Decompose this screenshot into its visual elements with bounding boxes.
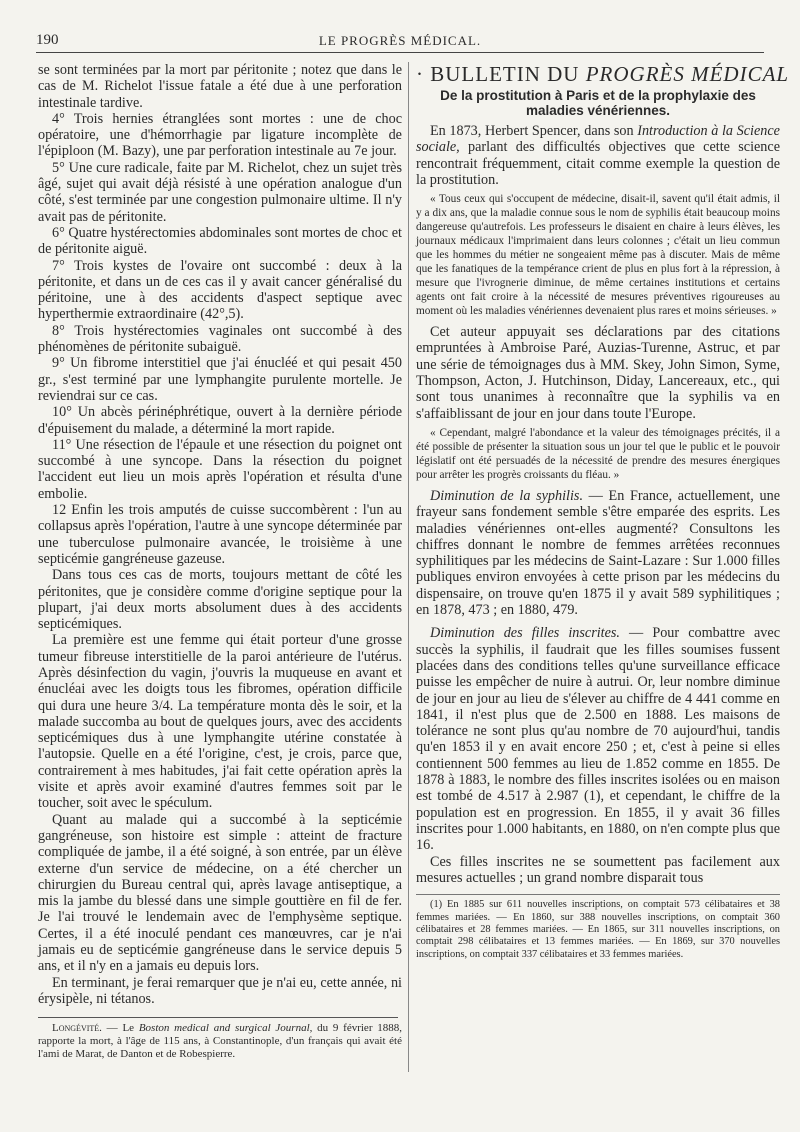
longevite-label: Longévité.	[52, 1022, 102, 1035]
longevite-note	[38, 1022, 402, 1061]
paragraph: 9° Un fibrome interstitiel que j'ai énucléé et qui pesait 450 gr., s'est terminé par une lymphangite purulente mortelle. Je reviendrai sur ce cas.	[38, 355, 402, 404]
section-filles	[416, 625, 780, 853]
section-text: — En France, actuellement, une frayeur sans fondement semble s'être emparée des esprits. Les maladies vénériennes ont-elles augmenté? Consultons les chiffres donnant le nombre de femmes arrêtées reconnues syphilitiques par les médecins de Saint-Lazare : Sur 1.000 filles publiques environ envoyées à cette prison par les médecins du dispensaire, on trouve qu'en 1875 il y avait 589 syphilitiques ; en 1878, 473 ; en 1880, 479.	[416, 487, 780, 619]
page-header	[36, 30, 764, 53]
right-column	[416, 62, 790, 961]
paragraph: La première est une femme qui était porteur d'une grosse tumeur fibreuse interstitielle de la paroi antérieure de l'utérus. Après désinfection du vagin, j'ouvris la muqueuse en avant et énucléai avec les doigts tous les fibromes, opération difficile qui dura une heure 3/4. La température monta dès le soir, et la malade succomba au bout de quelques jours, avec des accidents septicémiques dus à une lymphangite utérine constatée à l'autopsie. Quelle en a été l'origine, c'est, je crois, parce que, contrairement à mes habitudes, j'ai fait cette opération après la visite et après avoir examiné d'autres femmes soit par le toucher, soit avec le spéculum.	[38, 632, 402, 812]
paragraph: En terminant, je ferai remarquer que je n'ai eu, cette année, ni érysipèle, ni tétanos.	[38, 974, 402, 1007]
bulletin-title	[416, 62, 790, 86]
paragraph: Ces filles inscrites ne se soumettent pas facilement aux mesures actuelles ; un grand nombre disparait tous	[416, 853, 780, 886]
paragraph: 4° Trois hernies étranglées sont mortes : une de choc opératoire, une d'hémorrhagie par ligature incomplète de l'épiploon (M. Bazy), une par perforation intestinale au 7e jour.	[38, 110, 402, 160]
longevite-text: du 9 février 1888, rapporte la mort, à l'âge de 115 ans, à Constantinople, d'un français qui avait été l'ami de Marat, de Danton et de Robespierre.	[38, 1022, 402, 1061]
footnote-divider	[416, 894, 780, 895]
section-syphilis	[416, 488, 780, 618]
paragraph: 12 Enfin les trois amputés de cuisse succombèrent : l'un au collapsus après l'opération, l'autre à une syncope déterminée par une tuberculose pulmonaire avancée, le troisième à une septicémie gangréneuse gazeuse.	[38, 502, 402, 567]
paragraph: 5° Une cure radicale, faite par M. Richelot, chez un sujet très âgé, sujet qui avait déjà résisté à une opération analogue d'un côté, s'est terminée par une congestion pulmonaire ultime. Il n'y avait pas de péritonite.	[38, 159, 402, 225]
page-number: 190	[36, 32, 59, 48]
intro-text-continued: parlant des difficultés objectives que cette science rencontrait fréquemment, citait comme exemple la question de la prostitution.	[416, 139, 780, 188]
left-column	[38, 62, 402, 1061]
section-title: Diminution des filles inscrites.	[430, 625, 620, 642]
paragraph: 8° Trois hystérectomies vaginales ont succombé à des phénomènes de péritonite subaiguë.	[38, 322, 402, 356]
quote-spencer: « Tous ceux qui s'occupent de médecine, disait-il, savent qu'il était admis, il y a dix ans, que la maladie connue sous le nom de syphilis était beaucoup moins dangereuse qu'autrefois. Les professeurs le disaient en chaire à leurs élèves, les journaux médicaux l'imprimaient dans leurs colonnes ; c'était un lieu commun que les hommes du métier ne songeaient même pas à discuter. Mais de même que les fanatiques de la tempérance crient de plus en plus fort à la répression, à mesure que l'ivrognerie diminue, de même certaines institutions et certains agents ont fait croire à la nécessité de mesures préventives rigoureuses au moment où les maladies vénériennes devenaient plus rares et moins sérieuses. »	[416, 193, 780, 318]
quote-continued: « Cependant, malgré l'abondance et la valeur des témoignages précités, il a été possible de présenter la situation sous un jour tel que le public et le pouvoir législatif ont été persuadés de la nécessité de prendre des mesures énergiques pour arrêter les progrès croissants du fléau. »	[416, 426, 780, 481]
section-text: — Pour combattre avec succès la syphilis, il faudrait que les filles soumises fussent placées dans des conditions telles qu'une surveillance efficace puisse les empêcher de nuire à autrui. Or, leur nombre diminue de jour en jour au lieu de s'élever au chiffre de 4 441 comme en 1841, il n'est plus que de 2.500 en 1888. Les maisons de tolérance ne sont plus qu'au nombre de 70 aujourd'hui, tandis qu'en 1853 il y en avait encore 250 ; et, c'est à peine si elles contiennent 500 femmes au lieu de 1.852 comme en 1855. De 1878 à 1883, le nombre des filles inscrites isolées ou en maison est tombé de 4.517 à 2.987 (1), et cependant, le chiffre de la population est en progression. En 1855, il y avait 36 filles inscrites pour 1.000 habitants, en 1880, on n'en compte plus que 16.	[416, 625, 780, 854]
paragraph: Dans tous ces cas de morts, toujours mettant de côté les péritonites, que je considère comme d'origine septique pour la plupart, j'ai deux morts absolument dues à des accidents septicémiques.	[38, 567, 402, 633]
section-title: Diminution de la syphilis.	[430, 487, 583, 504]
longevite-lead: — Le	[101, 1022, 139, 1035]
paragraph: Cet auteur appuyait ses déclarations par des citations empruntées à Ambroise Paré, Auzias-Turenne, Astruc, et par une série de témoignages dus à MM. Skey, John Simon, Syme, Thompson, Acton, J. Hutchinson, Diday, Lancereaux, etc., qui sont tous unanimes à reconnaître que la syphilis va en s'affaiblissant de jour en jour dans toute l'Europe.	[416, 324, 780, 422]
column-divider	[408, 62, 409, 1072]
article-heading: De la prostitution à Paris et de la prophylaxie des maladies vénériennes.	[440, 88, 756, 118]
paragraph: se sont terminées par la mort par péritonite ; notez que dans le cas de M. Richelot l'issue fatale a été due à une perforation intestinale tardive.	[38, 62, 402, 111]
intro-paragraph	[416, 123, 780, 188]
paragraph: 10° Un abcès périnéphrétique, ouvert à la dernière période d'épuisement du malade, a déterminé la mort rapide.	[38, 404, 402, 437]
running-title: LE PROGRÈS MÉDICAL.	[318, 33, 482, 48]
spacer	[416, 618, 780, 625]
book-title: Introduction à la Science sociale,	[416, 123, 780, 156]
journal-title: Boston medical and surgical Journal,	[138, 1022, 313, 1035]
paragraph: 11° Une résection de l'épaule et une résection du poignet ont succombé à une syncope. Dans la résection du poignet l'accident eut lieu un mois après l'opération et résulta d'une embolie.	[38, 436, 402, 502]
paragraph: 7° Trois kystes de l'ovaire ont succombé : deux à la péritonite, et dans un de ces cas il y avait cancer généralisé du péritoine, une à des accidents d'aspect septique avec hyperthermie extraordinaire (42°,5).	[38, 257, 402, 323]
bulletin-title-prefix: · BULLETIN DU	[416, 62, 586, 86]
paragraph: Quant au malade qui a succombé à la septicémie gangréneuse, son histoire est simple : atteint de fracture compliquée de jambe, il a été soigné, à son entrée, par un élève externe d'un service de médecine, on a été chercher un chirurgien du Bureau central qui, après lavage antiseptique, a mis la jambe du blessé dans une simple gouttière en fil de fer. Je l'ai trouvé le lendemain avec de l'emphysème septique. Certes, il a été inoculé pendant ces manœuvres, car je n'ai jamais eu de septicémie gangréneuse dans le service depuis 5 ans, et il n'y en a jamais eu depuis lors.	[38, 811, 402, 975]
intro-text: En 1873, Herbert Spencer, dans son	[430, 123, 638, 139]
bulletin-title-journal: PROGRÈS MÉDICAL	[585, 62, 790, 86]
section-divider	[38, 1017, 398, 1018]
footnote: (1) En 1885 sur 611 nouvelles inscriptions, on comptait 573 célibataires et 38 femmes mariées. — En 1860, sur 388 nouvelles inscriptions, on comptait 360 célibataires et 28 femmes mariées. — En 1865, sur 311 nouvelles inscriptions, on comptait 298 célibataires et 13 femmes mariées. — En 1869, sur 370 nouvelles inscriptions, on comptait 337 célibataires et 33 femmes mariées.	[416, 899, 780, 960]
paragraph: 6° Quatre hystérectomies abdominales sont mortes de choc et de péritonite aiguë.	[38, 224, 402, 258]
